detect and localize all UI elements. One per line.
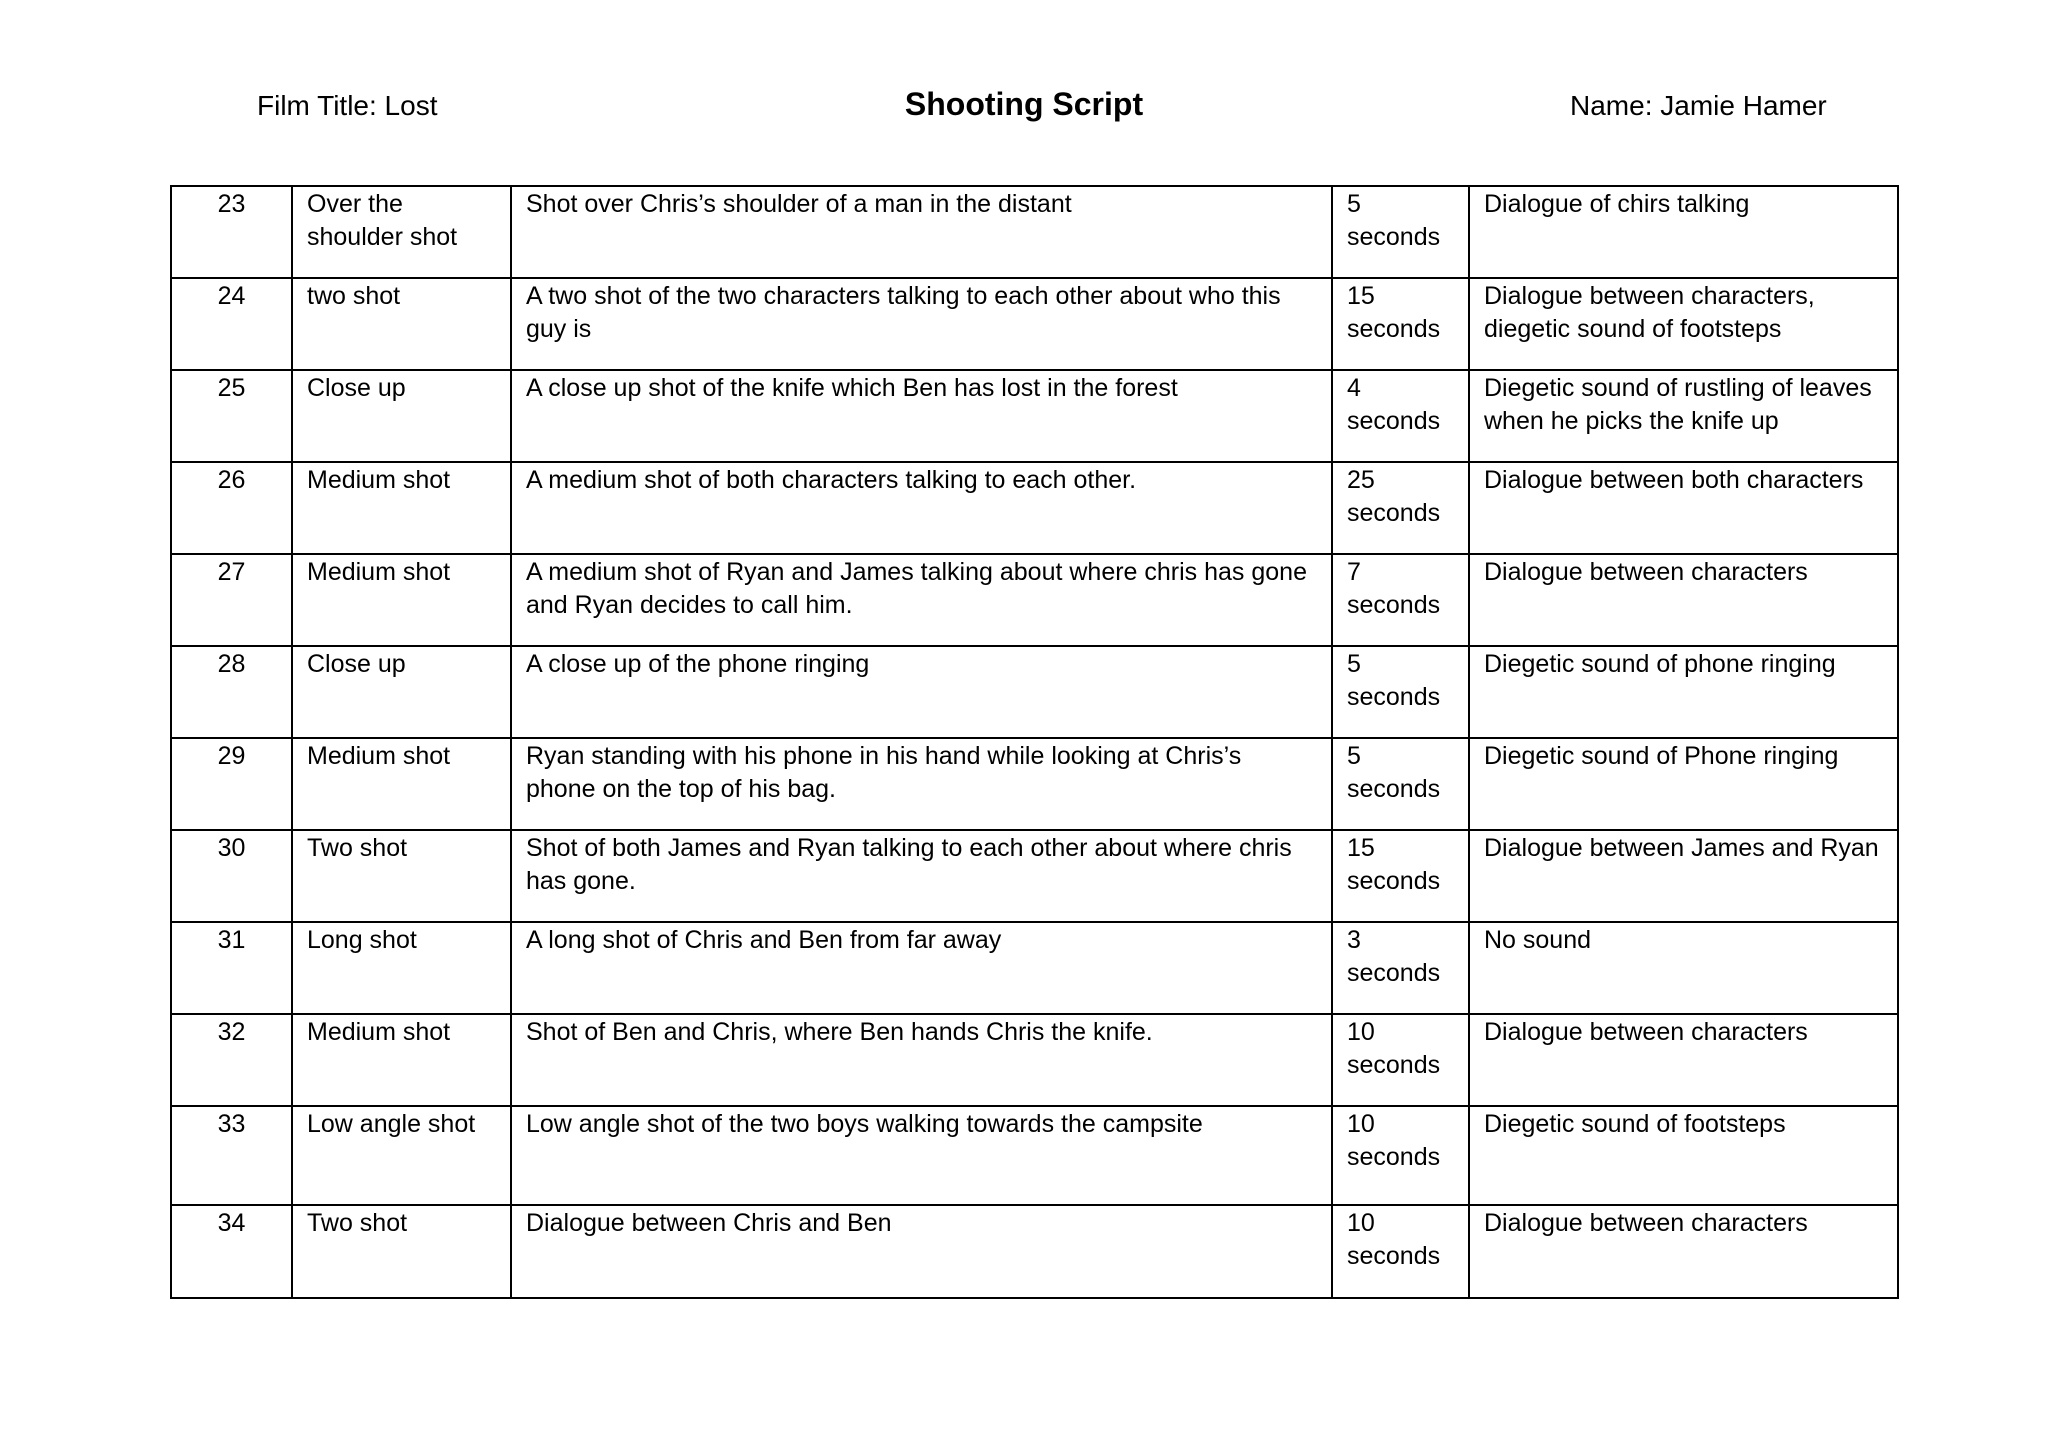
shot-description: A long shot of Chris and Ben from far away xyxy=(511,922,1332,1014)
shot-number: 30 xyxy=(171,830,292,922)
shot-type: Low angle shot xyxy=(292,1106,511,1205)
table-row xyxy=(171,278,1898,370)
shot-type: Close up xyxy=(292,646,511,738)
shot-duration: 10 seconds xyxy=(1332,1014,1469,1106)
shot-description: A medium shot of both characters talking to each other. xyxy=(511,462,1332,554)
shot-number: 33 xyxy=(171,1106,292,1205)
table-row xyxy=(171,1205,1898,1298)
shot-type: Two shot xyxy=(292,1205,511,1298)
shot-sound: Dialogue between James and Ryan xyxy=(1469,830,1898,922)
shot-type: Medium shot xyxy=(292,1014,511,1106)
shot-description: Shot of Ben and Chris, where Ben hands Chris the knife. xyxy=(511,1014,1332,1106)
shot-type: Over the shoulder shot xyxy=(292,186,511,278)
table-row xyxy=(171,554,1898,646)
shot-duration: 15 seconds xyxy=(1332,278,1469,370)
shot-description: Dialogue between Chris and Ben xyxy=(511,1205,1332,1298)
shot-sound: Diegetic sound of rustling of leaves when he picks the knife up xyxy=(1469,370,1898,462)
shot-type: Medium shot xyxy=(292,462,511,554)
table-row xyxy=(171,1106,1898,1205)
page-title: Shooting Script xyxy=(904,86,1144,122)
shot-duration: 10 seconds xyxy=(1332,1205,1469,1298)
shot-sound: Dialogue between both characters xyxy=(1469,462,1898,554)
shot-description: A medium shot of Ryan and James talking about where chris has gone and Ryan decides to call him. xyxy=(511,554,1332,646)
table-row xyxy=(171,370,1898,462)
shot-number: 28 xyxy=(171,646,292,738)
shot-duration: 5 seconds xyxy=(1332,646,1469,738)
shot-number: 23 xyxy=(171,186,292,278)
shot-sound: Diegetic sound of Phone ringing xyxy=(1469,738,1898,830)
shot-number: 27 xyxy=(171,554,292,646)
shot-sound: Diegetic sound of footsteps xyxy=(1469,1106,1898,1205)
shot-number: 31 xyxy=(171,922,292,1014)
table-row xyxy=(171,922,1898,1014)
shot-sound: Dialogue between characters, diegetic sound of footsteps xyxy=(1469,278,1898,370)
shot-number: 32 xyxy=(171,1014,292,1106)
shot-description: A two shot of the two characters talking to each other about who this guy is xyxy=(511,278,1332,370)
shot-sound: Dialogue between characters xyxy=(1469,554,1898,646)
shot-type: Medium shot xyxy=(292,738,511,830)
shot-duration: 7 seconds xyxy=(1332,554,1469,646)
shot-number: 25 xyxy=(171,370,292,462)
shot-description: A close up of the phone ringing xyxy=(511,646,1332,738)
shot-type: Medium shot xyxy=(292,554,511,646)
film-title: Film Title: Lost xyxy=(257,90,438,121)
shot-duration: 5 seconds xyxy=(1332,738,1469,830)
shot-description: Shot over Chris’s shoulder of a man in the distant xyxy=(511,186,1332,278)
table-row xyxy=(171,646,1898,738)
shot-duration: 10 seconds xyxy=(1332,1106,1469,1205)
shot-number: 29 xyxy=(171,738,292,830)
shot-sound: No sound xyxy=(1469,922,1898,1014)
shot-type: Two shot xyxy=(292,830,511,922)
shot-duration: 3 seconds xyxy=(1332,922,1469,1014)
table-row xyxy=(171,830,1898,922)
shot-description: Shot of both James and Ryan talking to each other about where chris has gone. xyxy=(511,830,1332,922)
shot-number: 34 xyxy=(171,1205,292,1298)
author-name: Name: Jamie Hamer xyxy=(1570,90,1827,121)
shot-sound: Dialogue between characters xyxy=(1469,1205,1898,1298)
shot-type: Close up xyxy=(292,370,511,462)
shot-type: Long shot xyxy=(292,922,511,1014)
shot-sound: Diegetic sound of phone ringing xyxy=(1469,646,1898,738)
shot-duration: 4 seconds xyxy=(1332,370,1469,462)
table-row xyxy=(171,1014,1898,1106)
shot-description: Low angle shot of the two boys walking towards the campsite xyxy=(511,1106,1332,1205)
shot-sound: Dialogue between characters xyxy=(1469,1014,1898,1106)
shot-duration: 25 seconds xyxy=(1332,462,1469,554)
shot-number: 26 xyxy=(171,462,292,554)
shot-duration: 15 seconds xyxy=(1332,830,1469,922)
table-row xyxy=(171,186,1898,278)
table-row xyxy=(171,462,1898,554)
shot-number: 24 xyxy=(171,278,292,370)
shot-description: A close up shot of the knife which Ben has lost in the forest xyxy=(511,370,1332,462)
shot-type: two shot xyxy=(292,278,511,370)
shot-sound: Dialogue of chirs talking xyxy=(1469,186,1898,278)
table-row xyxy=(171,738,1898,830)
shot-duration: 5 seconds xyxy=(1332,186,1469,278)
shot-description: Ryan standing with his phone in his hand while looking at Chris’s phone on the top of his bag. xyxy=(511,738,1332,830)
shooting-script-table xyxy=(170,185,1899,1299)
